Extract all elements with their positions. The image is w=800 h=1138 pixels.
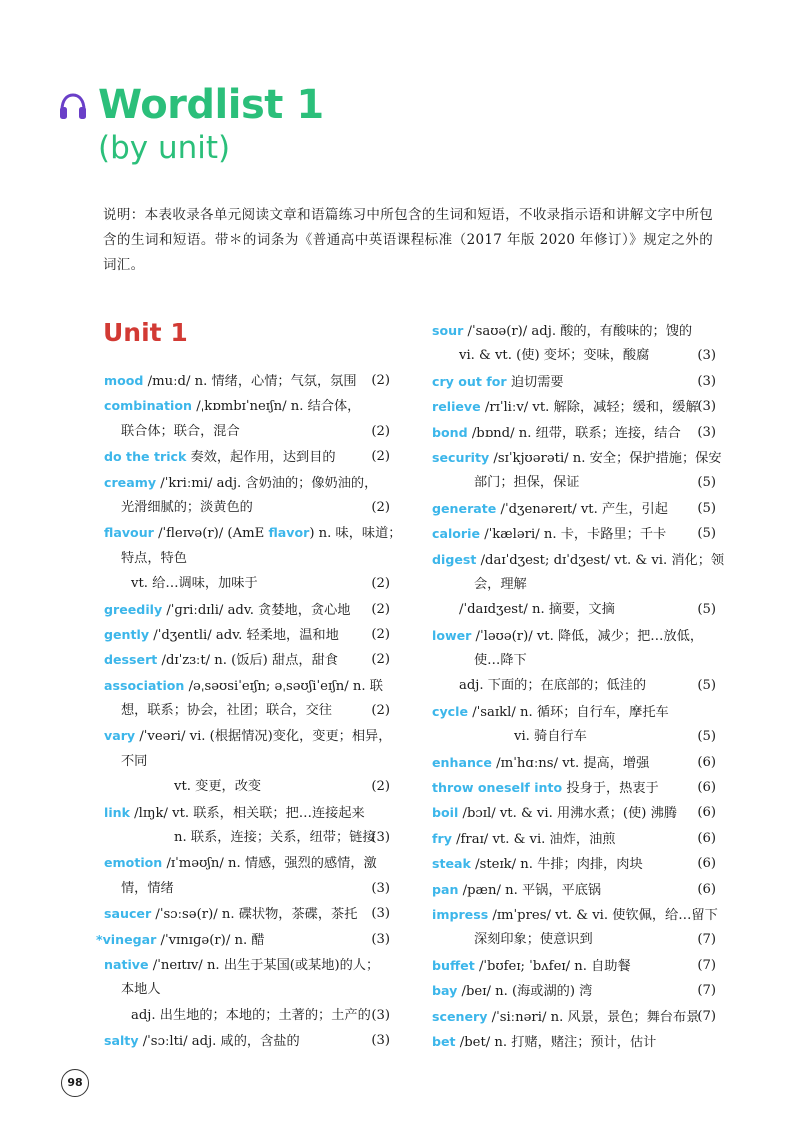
unit-reference: (6) [697, 754, 716, 770]
definition: /əˌsəʊsiˈeɪʃn; əˌsəʊʃiˈeɪʃn/ n. 联 [184, 678, 383, 694]
headword: gently [104, 626, 150, 642]
wordlist-line [432, 547, 725, 572]
definition: /ˈdʒentli/ adv. 轻柔地，温和地 [149, 627, 339, 643]
definition: /bɒnd/ n. 纽带，联系；连接，结合 [467, 425, 681, 441]
entry-text [121, 551, 187, 566]
definition: 特点，特色 [121, 550, 187, 566]
entry-text [474, 653, 527, 668]
entry-text [104, 653, 338, 668]
wordlist-line [104, 546, 390, 571]
wordlist-line [104, 647, 390, 672]
definition: vt. 给…调味，加味于 [131, 576, 258, 592]
definition: /ˈsiːnəri/ n. 风景，景色；舞台布景 [487, 1009, 700, 1025]
entry-text [104, 450, 336, 465]
wordlist-line [432, 369, 716, 394]
wordlist-line [432, 699, 716, 724]
unit-reference: (2) [371, 423, 390, 439]
definition: /ɪmˈpres/ vt. & vi. 使钦佩，给…留下 [488, 907, 718, 923]
unit-reference: (2) [371, 779, 390, 795]
headword: mood [104, 373, 144, 388]
definition: /ˈdaɪdʒest/ n. 摘要，文摘 [459, 602, 615, 618]
definition: /fraɪ/ vt. & vi. 油炸，油煎 [451, 831, 616, 847]
wordlist-line [104, 673, 390, 698]
headword: bond [432, 424, 468, 440]
entry-text [121, 754, 147, 769]
headword: association [104, 677, 185, 693]
wordlist-line [432, 648, 716, 673]
headword: saucer [104, 906, 152, 922]
wordlist-line [104, 520, 402, 545]
headword: cry out for [432, 373, 507, 389]
entry-text [432, 451, 722, 466]
headword: creamy [104, 474, 157, 490]
headword: bay [432, 983, 458, 999]
headword: steak [432, 856, 471, 872]
definition: vi. 骑自行车 [514, 729, 587, 745]
definition: /ˈsɔːsə(r)/ n. 碟状物，茶碟，茶托 [151, 907, 358, 923]
unit-reference: (2) [371, 499, 390, 515]
definition: 迫切需要 [506, 374, 564, 390]
unit-reference: (7) [697, 932, 716, 948]
wordlist-line [432, 953, 716, 978]
headword: enhance [432, 754, 492, 770]
definition: 部门；担保，保证 [474, 475, 580, 491]
headword-variant: flavor [268, 525, 310, 541]
entry-text [121, 703, 332, 718]
wordlist-line [104, 495, 390, 520]
definition: ) n. 味，味道； [309, 526, 402, 542]
headword: combination [104, 398, 192, 414]
wordlist-line [432, 1029, 716, 1054]
wordlist-line [432, 470, 716, 495]
headword: salty [104, 1033, 139, 1049]
headword: relieve [432, 399, 481, 415]
unit-reference: (6) [697, 830, 716, 846]
wordlist-line [432, 1004, 716, 1029]
entry-text [474, 932, 593, 947]
wordlist-line [104, 622, 390, 647]
headword: lower [432, 627, 472, 643]
headword: generate [432, 500, 497, 516]
unit-reference: (2) [371, 449, 390, 465]
wordlist-line [432, 800, 716, 825]
entry-text [104, 806, 365, 821]
headword: link [104, 804, 130, 820]
unit-reference: (6) [697, 881, 716, 897]
definition: 使…降下 [474, 653, 527, 669]
unit-reference: (2) [371, 373, 390, 388]
headword: cycle [432, 703, 468, 719]
unit-reference: (5) [697, 526, 716, 542]
definition: 深刻印象；使意识到 [474, 932, 593, 948]
unit-reference: (5) [697, 475, 716, 491]
wordlist-line [104, 698, 390, 723]
wordlist-line [104, 571, 390, 596]
page-subtitle: (by unit) [98, 130, 231, 166]
headword: do the trick [104, 449, 187, 465]
entry-text [104, 603, 350, 618]
entry-text [432, 908, 718, 923]
unit-reference: (3) [371, 830, 390, 846]
headword: dessert [104, 652, 158, 668]
entry-text [121, 500, 253, 515]
wordlist-line [432, 318, 716, 343]
definition: /ˈbʊfeɪ; ˈbʌfeɪ/ n. 自助餐 [474, 958, 631, 974]
entry-text [432, 857, 643, 872]
entry-text [104, 628, 339, 643]
entry-text [131, 1008, 371, 1023]
unit-reference: (2) [371, 601, 390, 617]
definition: n. 联系，连接；关系，纽带；链接 [174, 830, 376, 846]
wordlist-line [104, 419, 390, 444]
unit-reference: (3) [697, 348, 716, 364]
headword: calorie [432, 526, 481, 542]
entry-text [432, 400, 699, 415]
definition: adj. 出生地的；本地的；土著的；土产的 [131, 1007, 371, 1023]
headword: flavour [104, 525, 154, 541]
wordlist-line [104, 368, 390, 393]
definition: /ˈsɔːlti/ adj. 咸的，含盐的 [138, 1034, 300, 1050]
definition: /ˈdʒenəreɪt/ vt. 产生，引起 [496, 501, 668, 517]
wordlist-line [104, 952, 390, 977]
entry-text [104, 729, 391, 744]
unit-reference: (3) [371, 880, 390, 896]
entry-text [121, 424, 240, 439]
unit-reference: (2) [371, 652, 390, 668]
definition: adj. 下面的；在底部的；低洼的 [459, 678, 647, 694]
entry-text [459, 678, 646, 693]
unit-reference: (3) [371, 1007, 390, 1023]
entry-text [432, 832, 616, 847]
definition: /ˌkɒmbɪˈneɪʃn/ n. 结合体， [192, 399, 361, 415]
wordlist-line [432, 445, 722, 470]
headword: sour [432, 323, 464, 338]
entry-text [459, 348, 649, 363]
definition: /ˈsaɪkl/ n. 循环；自行车，摩托车 [468, 704, 669, 720]
definition: /ˈneɪtɪv/ n. 出生于某国(或某地)的人； [148, 957, 380, 973]
unit-reference: (3) [371, 1033, 390, 1049]
wordlist-line [104, 800, 390, 825]
unit-reference: (2) [371, 703, 390, 719]
wordlist-line [104, 393, 390, 418]
wordlist-line [432, 597, 716, 622]
wordlist-line [432, 343, 716, 368]
page-title: Wordlist 1 [98, 82, 324, 128]
wordlist-line [432, 978, 716, 1003]
page-number: 98 [61, 1069, 89, 1097]
definition: /ɪnˈhɑːns/ vt. 提高，增强 [491, 755, 650, 771]
headword: impress [432, 906, 489, 922]
unit-heading: Unit 1 [103, 318, 188, 347]
entry-text [174, 779, 261, 794]
unit-reference: (2) [371, 576, 390, 592]
unit-reference: (5) [697, 729, 716, 745]
definition: 联合体；联合，混合 [121, 423, 240, 439]
definition: /ˈvɪnɪɡə(r)/ n. 醋 [156, 932, 265, 948]
wordlist-line [432, 623, 716, 648]
wordlist-line [432, 673, 716, 698]
entry-text [432, 629, 703, 644]
entry-text [432, 959, 631, 974]
entry-text [432, 375, 564, 390]
definition: /ɪˈməʊʃn/ n. 情感，强烈的感情，激 [162, 856, 377, 872]
wordlist-line [104, 444, 390, 469]
unit-reference: (2) [371, 626, 390, 642]
wordlist-line [432, 394, 716, 419]
unit-reference: (7) [697, 1008, 716, 1024]
headword: pan [432, 881, 459, 897]
entry-text [121, 881, 174, 896]
definition: /ˈɡriːdɪli/ adv. 贪婪地，贪心地 [162, 602, 351, 618]
entry-text [432, 883, 601, 898]
definition: 不同 [121, 753, 148, 769]
entry-text [432, 756, 649, 771]
definition: 投身于，热衷于 [562, 781, 659, 797]
definition: /ˈfleɪvə(r)/ (AmE [153, 526, 269, 542]
definition: /bet/ n. 打赌，赌注；预计，估计 [455, 1034, 657, 1050]
headword: boil [432, 805, 459, 821]
wordlist-line [432, 826, 716, 851]
unit-reference: (5) [697, 602, 716, 618]
definition: /dɪˈzɜːt/ n. (饭后) 甜点，甜食 [157, 653, 338, 669]
wordlist-line [432, 927, 716, 952]
definition: 想，联系；协会，社团；联合，交往 [121, 703, 332, 719]
definition: /ˈləʊə(r)/ vt. 降低，减少；把…放低， [471, 628, 704, 644]
wordlist-line [104, 1028, 390, 1053]
definition: vt. 变更，改变 [174, 779, 262, 795]
entry-text [104, 907, 357, 922]
entry-text [432, 426, 681, 441]
definition: 奏效，起作用，达到目的 [186, 450, 336, 466]
wordlist-line [432, 572, 716, 597]
unit-reference: (5) [697, 678, 716, 694]
headword: buffet [432, 957, 475, 973]
unit-reference: (5) [697, 500, 716, 516]
definition: /sɪˈkjʊərəti/ n. 安全；保护措施；保安 [489, 450, 722, 466]
entry-text [432, 1010, 699, 1025]
headphones-icon [58, 92, 88, 122]
definition: /ˈveəri/ vi. (根据情况)变化，变更；相异， [135, 729, 392, 745]
definition: vi. & vt. (使) 变坏；变味，酸腐 [459, 348, 650, 364]
wordlist-line [104, 850, 390, 875]
definition: /ˈsaʊə(r)/ adj. 酸的，有酸味的；馊的 [463, 324, 693, 339]
wordlist-left-column [96, 368, 402, 1054]
entry-text [432, 502, 668, 517]
wordlist-line [432, 750, 716, 775]
definition: /daɪˈdʒest; dɪˈdʒest/ vt. & vi. 消化；领 [476, 552, 725, 568]
wordlist-line [104, 774, 390, 799]
unit-reference: (3) [697, 424, 716, 440]
entry-text [104, 374, 357, 389]
definition: /steɪk/ n. 牛排；肉排，肉块 [470, 857, 643, 873]
definition: 情，情绪 [121, 880, 174, 896]
entry-text [514, 729, 587, 744]
definition: /beɪ/ n. (海或湖的) 湾 [457, 984, 593, 1000]
entry-text [432, 806, 677, 821]
definition: 会，理解 [474, 576, 527, 592]
headword: digest [432, 551, 477, 567]
headword: bet [432, 1033, 456, 1049]
entry-text [432, 553, 724, 568]
entry-text [432, 1035, 656, 1050]
wordlist-right-column [432, 318, 725, 1054]
unit-reference: (3) [371, 931, 390, 947]
unit-reference: (3) [697, 373, 716, 389]
definition: 本地人 [121, 982, 161, 998]
definition: 光滑细腻的；淡黄色的 [121, 499, 253, 515]
unit-reference: (7) [697, 983, 716, 999]
unit-reference: (7) [697, 957, 716, 973]
definition: /rɪˈliːv/ vt. 解除，减轻；缓和，缓解 [480, 400, 699, 416]
wordlist-line [432, 775, 716, 800]
wordlist-line [104, 901, 390, 926]
wordlist-line [104, 749, 390, 774]
wordlist-line [96, 927, 390, 952]
entry-text [474, 577, 527, 592]
intro-note: 说明：本表收录各单元阅读文章和语篇练习中所包含的生词和短语，不收录指示语和讲解文字中所包含的生词和短语。带＊的词条为《普通高中英语课程标准（2017 年版 2020 年修订）》规定之外的词汇。 [103, 207, 713, 273]
entry-text [474, 475, 580, 490]
entry-text [432, 705, 669, 720]
entry-text [104, 399, 360, 414]
definition: /muːd/ n. 情绪，心情；气氛，氛围 [143, 374, 357, 389]
entry-text [432, 781, 659, 796]
entry-text [121, 982, 161, 997]
headword: throw oneself into [432, 780, 563, 796]
headword: greedily [104, 601, 163, 617]
headword: vary [104, 728, 136, 744]
entry-text [174, 830, 376, 845]
entry-text [131, 576, 258, 591]
headword: scenery [432, 1008, 488, 1024]
entry-text [104, 526, 402, 541]
definition: /ˈkriːmi/ adj. 含奶油的；像奶油的， [156, 475, 378, 491]
unit-reference: (6) [697, 805, 716, 821]
wordlist-line [104, 825, 390, 850]
entry-text [459, 602, 615, 617]
wordlist-line [104, 597, 390, 622]
entry-text [96, 933, 265, 948]
wordlist-line [104, 723, 390, 748]
wordlist-line [432, 521, 716, 546]
unit-reference: (6) [697, 856, 716, 872]
wordlist-line [432, 724, 716, 749]
entry-text [104, 476, 377, 491]
entry-text [432, 984, 592, 999]
entry-text [104, 958, 379, 973]
entry-text [104, 1034, 300, 1049]
definition: /ˈkæləri/ n. 卡，卡路里；千卡 [480, 527, 667, 543]
wordlist-line [104, 1003, 390, 1028]
definition: /lɪŋk/ vt. 联系，相关联；把…连接起来 [129, 805, 365, 821]
headword: fry [432, 830, 452, 846]
definition: /bɔɪl/ vt. & vi. 用沸水煮；(使) 沸腾 [458, 806, 677, 822]
wordlist-line [104, 470, 390, 495]
wordlist-line [104, 977, 390, 1002]
headword: emotion [104, 855, 163, 871]
wordlist-line [104, 876, 390, 901]
definition: /pæn/ n. 平锅，平底锅 [458, 882, 602, 898]
headword: security [432, 449, 490, 465]
entry-text [104, 679, 383, 694]
entry-text [104, 856, 377, 871]
unit-reference: (3) [371, 906, 390, 922]
entry-text [432, 324, 692, 339]
headword: *vinegar [96, 931, 157, 947]
headword: native [104, 956, 149, 972]
entry-text [432, 527, 666, 542]
wordlist-line [432, 902, 716, 927]
wordlist-line [432, 420, 716, 445]
wordlist-line [432, 851, 716, 876]
unit-reference: (6) [697, 780, 716, 796]
wordlist-line [432, 877, 716, 902]
wordlist-line [432, 496, 716, 521]
unit-reference: (3) [697, 399, 716, 415]
